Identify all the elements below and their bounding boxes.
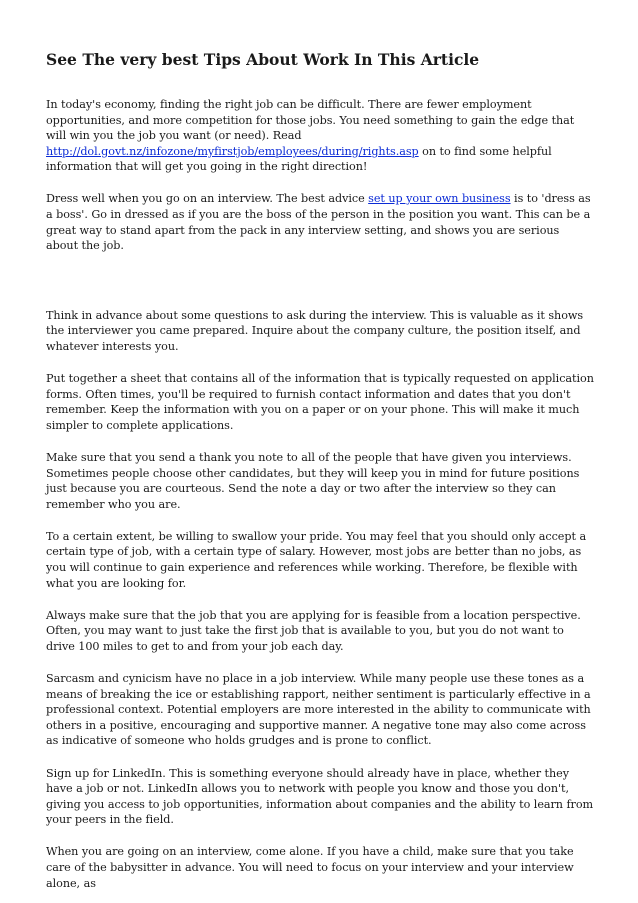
paragraph-linkedin: Sign up for LinkedIn. This is something everyone should already have in place, whether they have a job or not. LinkedIn allows you to network with people you know and those you don't, giving you access to job opportunities, information about companies and the ability to learn from your peers in the field. [46,766,594,827]
article-title: See The very best Tips About Work In This Article [46,50,480,69]
paragraph-text: is to 'dress as a boss'. Go in dressed as if you are the boss of the person in the position you want. This can be a great way to stand apart from the pack in any interview setting, and shows you are serious about the job. [46,192,591,253]
paragraph-come-alone: When you are going on an interview, come alone. If you have a child, make sure that you take care of the babysitter in advance. You will need to focus on your interview and your interview alone, as [46,845,574,890]
paragraph-pride: To a certain extent, be willing to swallow your pride. You may feel that you should only accept a certain type of job, with a certain type of salary. However, most jobs are better than no jobs, as you will continue to gain experience and references while working. Therefore, be flexible with what you are looking for. [46,529,587,590]
paragraph-text: In today's economy, finding the right job can be difficult. There are fewer employment opportunities, and more competition for those jobs. You need something to gain the edge that will win you the job you want (or need). Read [46,98,575,143]
paragraph-dress [46,191,594,253]
rights-link[interactable]: http://dol.govt.nz/infozone/myfirstjob/employees/during/rights.asp [46,144,419,158]
paragraph-text: on to find some helpful information that will get you going in the right direction! [46,144,552,174]
business-link[interactable]: set up your own business [368,192,511,206]
paragraph-intro [46,97,594,175]
paragraph-location: Always make sure that the job that you are applying for is feasible from a location perspective. Often, you may want to just take the first job that is available to you, but you do not want to drive 100 miles to get to and from your job each day. [46,608,581,653]
paragraph-sarcasm: Sarcasm and cynicism have no place in a job interview. While many people use these tones as a means of breaking the ice or establishing rapport, neither sentiment is particularly effective in a professional context. Potential employers are more interested in the ability to communicate with others in a positive, encouraging and supportive manner. A negative tone may also come across as indicative of someone who holds grudges and is prone to conflict. [46,672,591,748]
paragraph-questions: Think in advance about some questions to ask during the interview. This is valuable as it shows the interviewer you came prepared. Inquire about the company culture, the position itself, and whatever interests you. [46,308,584,354]
paragraph-text: Dress well when you go on an interview. The best advice [46,192,369,206]
paragraph-thank-you: Make sure that you send a thank you note to all of the people that have given you interviews. Sometimes people choose other candidates, but they will keep you in mind for future positions just because you are courteous. Send the note a day or two after the interview so they can remember who you are. [46,451,580,511]
paragraph-info-sheet: Put together a sheet that contains all of the information that is typically requested on application forms. Often times, you'll be required to furnish contact information and dates that you don't remember. Keep the information with you on a paper or on your phone. This will make it much simpler to complete applications. [46,372,594,432]
